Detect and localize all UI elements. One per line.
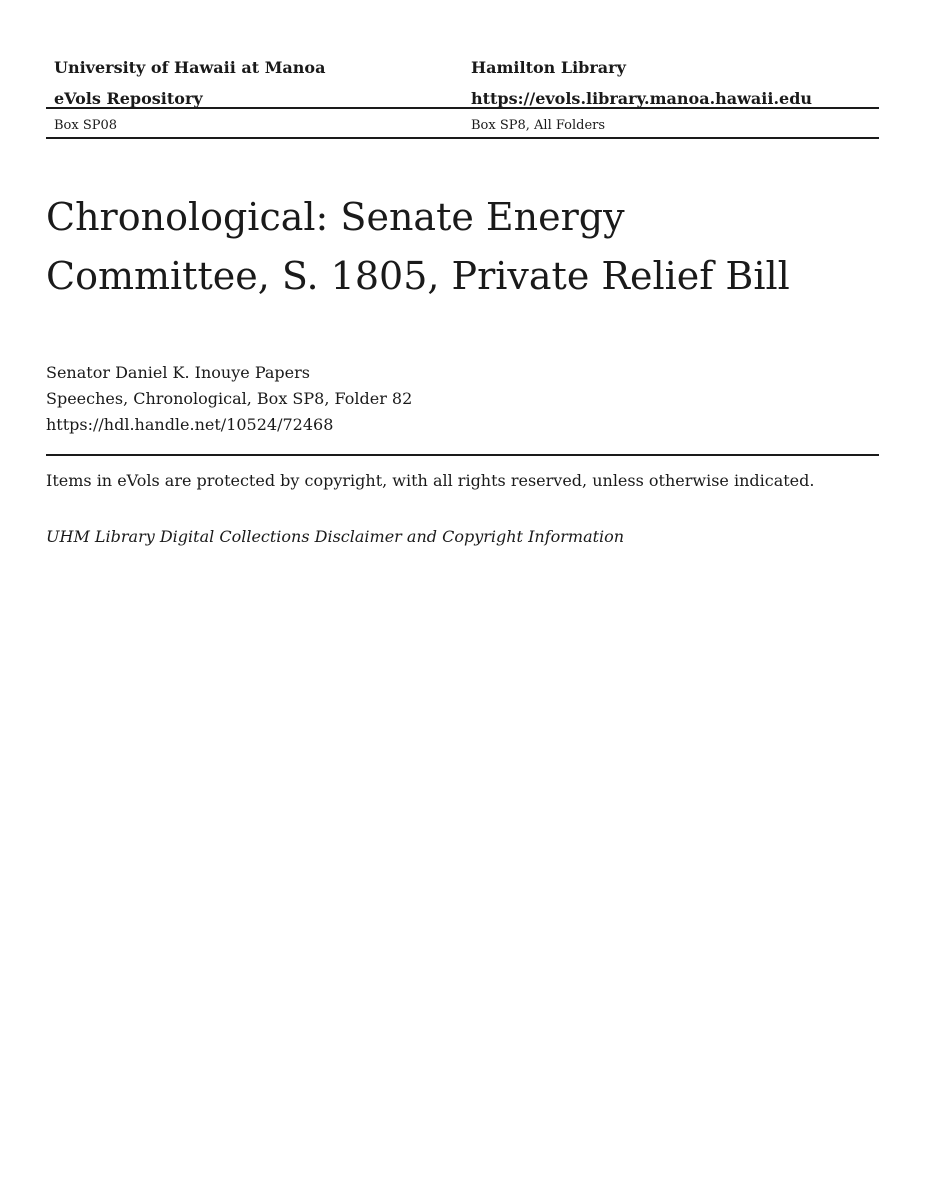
repository-name: eVols Repository: [54, 89, 203, 108]
box-label-right: Box SP8, All Folders: [471, 118, 606, 133]
box-label-left: Box SP08: [54, 118, 118, 133]
library-name: Hamilton Library: [471, 58, 626, 77]
handle-link[interactable]: https://hdl.handle.net/10524/72468: [46, 415, 334, 434]
title-line-1: Chronological: Senate Energy: [46, 195, 625, 239]
page-title: [46, 188, 879, 306]
header-right: [471, 52, 812, 114]
copyright-notice: Items in eVols are protected by copyright, with all rights reserved, unless otherwise indicated.: [46, 471, 815, 490]
collection-name: Senator Daniel K. Inouye Papers: [46, 363, 310, 382]
footer-divider: [46, 454, 879, 456]
folder-location: Speeches, Chronological, Box SP8, Folder 82: [46, 389, 413, 408]
header-left: [54, 52, 325, 114]
header-divider: [46, 107, 879, 109]
title-line-2: Committee, S. 1805, Private Relief Bill: [46, 254, 790, 298]
repository-url[interactable]: https://evols.library.manoa.hawaii.edu: [471, 89, 813, 108]
subheader-divider: [46, 137, 879, 139]
document-metadata: [46, 360, 412, 438]
institution-name: University of Hawaii at Manoa: [54, 58, 326, 77]
disclaimer-link[interactable]: UHM Library Digital Collections Disclaimer and Copyright Information: [46, 527, 625, 546]
